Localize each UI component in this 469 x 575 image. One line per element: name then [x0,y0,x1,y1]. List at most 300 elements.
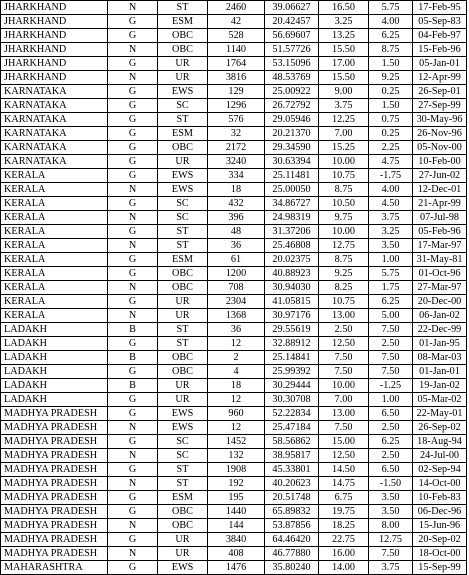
category-a-cell: N [108,211,158,225]
score-cell: 30.94030 [265,281,319,295]
state-cell: MADHYA PRADESH [1,407,108,421]
table-row [1,309,467,323]
state-cell: LADAKH [1,365,108,379]
value-b-cell: 3.50 [369,505,413,519]
score-cell: 45.33801 [265,463,319,477]
state-cell: KERALA [1,169,108,183]
table-row [1,155,467,169]
date-cell: 10-Feb-00 [413,155,467,169]
count-cell: 1200 [208,267,265,281]
score-cell: 30.97176 [265,309,319,323]
category-b-cell: OBC [158,351,208,365]
value-a-cell: 3.25 [319,15,369,29]
value-a-cell: 16.50 [319,1,369,15]
count-cell: 192 [208,477,265,491]
state-cell: KERALA [1,295,108,309]
category-a-cell: G [108,365,158,379]
category-b-cell: ST [158,113,208,127]
category-a-cell: G [108,29,158,43]
table-row [1,85,467,99]
value-a-cell: 10.75 [319,169,369,183]
state-cell: MADHYA PRADESH [1,449,108,463]
state-cell: KARNATAKA [1,127,108,141]
score-cell: 51.57726 [265,43,319,57]
category-b-cell: OBC [158,519,208,533]
table-row [1,323,467,337]
state-cell: MADHYA PRADESH [1,519,108,533]
value-b-cell: 9.25 [369,71,413,85]
value-a-cell: 12.50 [319,449,369,463]
category-a-cell: G [108,127,158,141]
date-cell: 17-Feb-95 [413,1,467,15]
value-b-cell: 2.50 [369,337,413,351]
value-b-cell: 1.00 [369,253,413,267]
category-b-cell: ESM [158,253,208,267]
score-cell: 25.46808 [265,239,319,253]
value-a-cell: 7.50 [319,365,369,379]
state-cell: KERALA [1,197,108,211]
category-b-cell: ESM [158,127,208,141]
date-cell: 15-Jun-96 [413,519,467,533]
table-row [1,407,467,421]
table-row [1,211,467,225]
state-cell: KARNATAKA [1,85,108,99]
score-cell: 30.63394 [265,155,319,169]
state-cell: MADHYA PRADESH [1,435,108,449]
state-cell: KERALA [1,253,108,267]
table-row [1,393,467,407]
category-b-cell: SC [158,449,208,463]
category-a-cell: G [108,295,158,309]
score-cell: 56.69607 [265,29,319,43]
state-cell: KERALA [1,183,108,197]
state-cell: LADAKH [1,337,108,351]
table-row [1,225,467,239]
category-b-cell: ST [158,225,208,239]
date-cell: 05-Jan-01 [413,57,467,71]
table-row [1,169,467,183]
value-b-cell: 4.00 [369,15,413,29]
value-b-cell: 2.50 [369,421,413,435]
table-row [1,239,467,253]
state-cell: MADHYA PRADESH [1,421,108,435]
score-cell: 29.55619 [265,323,319,337]
category-b-cell: UR [158,155,208,169]
category-b-cell: ESM [158,15,208,29]
value-a-cell: 12.25 [319,113,369,127]
count-cell: 48 [208,225,265,239]
score-cell: 29.05946 [265,113,319,127]
value-b-cell: 0.25 [369,85,413,99]
date-cell: 26-Sep-01 [413,85,467,99]
state-cell: LADAKH [1,351,108,365]
category-b-cell: UR [158,309,208,323]
value-b-cell: 3.75 [369,211,413,225]
category-a-cell: N [108,477,158,491]
category-b-cell: UR [158,533,208,547]
value-b-cell: 5.75 [369,1,413,15]
table-row [1,351,467,365]
date-cell: 14-Oct-00 [413,477,467,491]
value-b-cell: 3.50 [369,239,413,253]
state-cell: KERALA [1,281,108,295]
value-b-cell: 7.50 [369,547,413,561]
table-row [1,491,467,505]
category-a-cell: G [108,267,158,281]
category-a-cell: N [108,449,158,463]
table-row [1,547,467,561]
value-a-cell: 9.00 [319,85,369,99]
category-b-cell: ST [158,477,208,491]
category-a-cell: G [108,113,158,127]
state-cell: MADHYA PRADESH [1,533,108,547]
value-b-cell: -1.75 [369,169,413,183]
value-a-cell: 13.25 [319,29,369,43]
score-cell: 29.34590 [265,141,319,155]
value-a-cell: 9.75 [319,211,369,225]
table-row [1,533,467,547]
date-cell: 27-Sep-99 [413,99,467,113]
value-b-cell: 1.50 [369,57,413,71]
count-cell: 960 [208,407,265,421]
value-a-cell: 8.75 [319,183,369,197]
value-a-cell: 12.50 [319,337,369,351]
count-cell: 334 [208,169,265,183]
date-cell: 31-May-81 [413,253,467,267]
state-cell: MADHYA PRADESH [1,463,108,477]
value-a-cell: 15.50 [319,71,369,85]
category-a-cell: G [108,491,158,505]
score-cell: 30.29444 [265,379,319,393]
score-cell: 53.15096 [265,57,319,71]
category-a-cell: G [108,225,158,239]
score-cell: 64.46420 [265,533,319,547]
value-b-cell: -1.50 [369,477,413,491]
value-a-cell: 7.00 [319,393,369,407]
category-b-cell: OBC [158,29,208,43]
value-a-cell: 6.75 [319,491,369,505]
count-cell: 2 [208,351,265,365]
category-b-cell: UR [158,295,208,309]
count-cell: 1140 [208,43,265,57]
score-cell: 40.88923 [265,267,319,281]
date-cell: 17-Mar-97 [413,239,467,253]
state-cell: MADHYA PRADESH [1,505,108,519]
category-a-cell: G [108,393,158,407]
count-cell: 576 [208,113,265,127]
category-b-cell: EWS [158,85,208,99]
value-a-cell: 10.00 [319,379,369,393]
value-b-cell: 6.50 [369,407,413,421]
count-cell: 36 [208,323,265,337]
table-row [1,435,467,449]
category-b-cell: ST [158,463,208,477]
table-row [1,561,467,575]
score-cell: 35.80240 [265,561,319,575]
date-cell: 26-Nov-96 [413,127,467,141]
state-cell: KERALA [1,309,108,323]
value-b-cell: 3.75 [369,561,413,575]
count-cell: 18 [208,379,265,393]
value-b-cell: 4.00 [369,183,413,197]
count-cell: 408 [208,547,265,561]
score-cell: 25.14841 [265,351,319,365]
state-cell: JHARKHAND [1,15,108,29]
count-cell: 144 [208,519,265,533]
value-b-cell: 3.25 [369,225,413,239]
category-a-cell: N [108,309,158,323]
value-a-cell: 15.25 [319,141,369,155]
category-a-cell: N [108,547,158,561]
score-cell: 20.02375 [265,253,319,267]
category-a-cell: G [108,155,158,169]
value-b-cell: 5.00 [369,309,413,323]
value-a-cell: 14.75 [319,477,369,491]
table-row [1,57,467,71]
state-cell: KERALA [1,267,108,281]
category-a-cell: G [108,253,158,267]
score-cell: 32.88912 [265,337,319,351]
value-b-cell: -1.25 [369,379,413,393]
date-cell: 20-Dec-00 [413,295,467,309]
score-cell: 58.56862 [265,435,319,449]
value-a-cell: 9.25 [319,267,369,281]
category-a-cell: N [108,1,158,15]
category-b-cell: UR [158,547,208,561]
count-cell: 42 [208,15,265,29]
date-cell: 06-Dec-96 [413,505,467,519]
count-cell: 396 [208,211,265,225]
category-a-cell: G [108,435,158,449]
count-cell: 3816 [208,71,265,85]
count-cell: 132 [208,449,265,463]
value-b-cell: 0.75 [369,113,413,127]
category-b-cell: SC [158,211,208,225]
table-row [1,71,467,85]
value-b-cell: 4.75 [369,155,413,169]
category-b-cell: OBC [158,281,208,295]
value-b-cell: 5.75 [369,267,413,281]
value-a-cell: 16.00 [319,547,369,561]
table-row [1,337,467,351]
date-cell: 19-Jan-02 [413,379,467,393]
date-cell: 18-Aug-94 [413,435,467,449]
value-a-cell: 13.00 [319,407,369,421]
value-b-cell: 1.00 [369,393,413,407]
value-a-cell: 22.75 [319,533,369,547]
count-cell: 1476 [208,561,265,575]
date-cell: 05-Nov-00 [413,141,467,155]
score-cell: 38.95817 [265,449,319,463]
score-cell: 20.21370 [265,127,319,141]
value-a-cell: 10.00 [319,155,369,169]
count-cell: 2460 [208,1,265,15]
category-a-cell: G [108,197,158,211]
state-cell: KARNATAKA [1,113,108,127]
category-b-cell: ESM [158,491,208,505]
state-cell: JHARKHAND [1,57,108,71]
category-a-cell: B [108,379,158,393]
value-a-cell: 8.75 [319,253,369,267]
category-a-cell: G [108,141,158,155]
count-cell: 3840 [208,533,265,547]
state-cell: KARNATAKA [1,155,108,169]
state-cell: JHARKHAND [1,71,108,85]
table-row [1,295,467,309]
count-cell: 2172 [208,141,265,155]
score-cell: 52.22834 [265,407,319,421]
score-cell: 25.00050 [265,183,319,197]
score-cell: 25.11481 [265,169,319,183]
count-cell: 432 [208,197,265,211]
score-cell: 20.42457 [265,15,319,29]
value-a-cell: 10.75 [319,295,369,309]
category-a-cell: G [108,533,158,547]
table-row [1,505,467,519]
table-row [1,281,467,295]
category-b-cell: EWS [158,407,208,421]
score-cell: 31.37206 [265,225,319,239]
value-a-cell: 3.75 [319,99,369,113]
score-cell: 46.77880 [265,547,319,561]
state-cell: JHARKHAND [1,43,108,57]
state-cell: KARNATAKA [1,141,108,155]
table-row [1,421,467,435]
date-cell: 05-Feb-96 [413,225,467,239]
score-cell: 25.99392 [265,365,319,379]
table-row [1,183,467,197]
date-cell: 02-Sep-94 [413,463,467,477]
table-row [1,29,467,43]
state-cell: KERALA [1,225,108,239]
category-a-cell: G [108,85,158,99]
date-cell: 06-Jan-02 [413,309,467,323]
category-a-cell: B [108,323,158,337]
value-b-cell: 2.50 [369,449,413,463]
value-a-cell: 13.00 [319,309,369,323]
date-cell: 05-Mar-02 [413,393,467,407]
date-cell: 22-Dec-99 [413,323,467,337]
state-cell: KARNATAKA [1,99,108,113]
count-cell: 1296 [208,99,265,113]
table-row [1,1,467,15]
table-row [1,253,467,267]
category-b-cell: UR [158,71,208,85]
date-cell: 15-Sep-99 [413,561,467,575]
table-row [1,15,467,29]
table-row [1,463,467,477]
state-cell: LADAKH [1,393,108,407]
value-b-cell: 6.25 [369,435,413,449]
date-cell: 04-Feb-97 [413,29,467,43]
date-cell: 27-Mar-97 [413,281,467,295]
value-a-cell: 8.25 [319,281,369,295]
category-a-cell: B [108,351,158,365]
score-cell: 25.47184 [265,421,319,435]
state-cell: MAHARASHTRA [1,561,108,575]
value-b-cell: 8.75 [369,43,413,57]
date-cell: 21-Apr-99 [413,197,467,211]
value-b-cell: 7.50 [369,351,413,365]
value-a-cell: 14.00 [319,561,369,575]
category-b-cell: OBC [158,141,208,155]
state-cell: KERALA [1,239,108,253]
count-cell: 1440 [208,505,265,519]
category-a-cell: G [108,337,158,351]
count-cell: 195 [208,491,265,505]
date-cell: 26-Sep-02 [413,421,467,435]
score-cell: 48.53769 [265,71,319,85]
value-b-cell: 1.50 [369,99,413,113]
category-b-cell: ST [158,239,208,253]
score-cell: 20.51748 [265,491,319,505]
value-b-cell: 6.25 [369,29,413,43]
count-cell: 708 [208,281,265,295]
value-a-cell: 7.00 [319,127,369,141]
value-b-cell: 3.50 [369,491,413,505]
value-a-cell: 15.00 [319,435,369,449]
count-cell: 528 [208,29,265,43]
score-cell: 40.20623 [265,477,319,491]
count-cell: 1764 [208,57,265,71]
category-a-cell: N [108,281,158,295]
date-cell: 18-Oct-00 [413,547,467,561]
category-a-cell: G [108,407,158,421]
date-cell: 01-Oct-96 [413,267,467,281]
state-cell: JHARKHAND [1,1,108,15]
date-cell: 27-Jun-02 [413,169,467,183]
category-a-cell: G [108,169,158,183]
date-cell: 07-Jul-98 [413,211,467,225]
count-cell: 1368 [208,309,265,323]
value-b-cell: 7.50 [369,365,413,379]
value-a-cell: 12.75 [319,239,369,253]
category-b-cell: OBC [158,365,208,379]
table-row [1,197,467,211]
category-b-cell: EWS [158,169,208,183]
count-cell: 12 [208,393,265,407]
value-a-cell: 18.25 [319,519,369,533]
value-b-cell: 12.75 [369,533,413,547]
state-cell: KERALA [1,211,108,225]
value-a-cell: 17.00 [319,57,369,71]
table-row [1,365,467,379]
category-b-cell: UR [158,393,208,407]
category-b-cell: OBC [158,43,208,57]
table-row [1,113,467,127]
table-row [1,267,467,281]
category-a-cell: N [108,239,158,253]
score-cell: 30.30708 [265,393,319,407]
date-cell: 30-May-96 [413,113,467,127]
score-cell: 39.06627 [265,1,319,15]
value-a-cell: 19.75 [319,505,369,519]
count-cell: 1452 [208,435,265,449]
category-b-cell: ST [158,323,208,337]
score-cell: 53.87856 [265,519,319,533]
category-a-cell: N [108,519,158,533]
count-cell: 12 [208,421,265,435]
table-row [1,379,467,393]
count-cell: 2304 [208,295,265,309]
date-cell: 12-Apr-99 [413,71,467,85]
category-a-cell: G [108,15,158,29]
value-b-cell: 8.00 [369,519,413,533]
date-cell: 12-Dec-01 [413,183,467,197]
count-cell: 3240 [208,155,265,169]
value-a-cell: 7.50 [319,421,369,435]
count-cell: 12 [208,337,265,351]
